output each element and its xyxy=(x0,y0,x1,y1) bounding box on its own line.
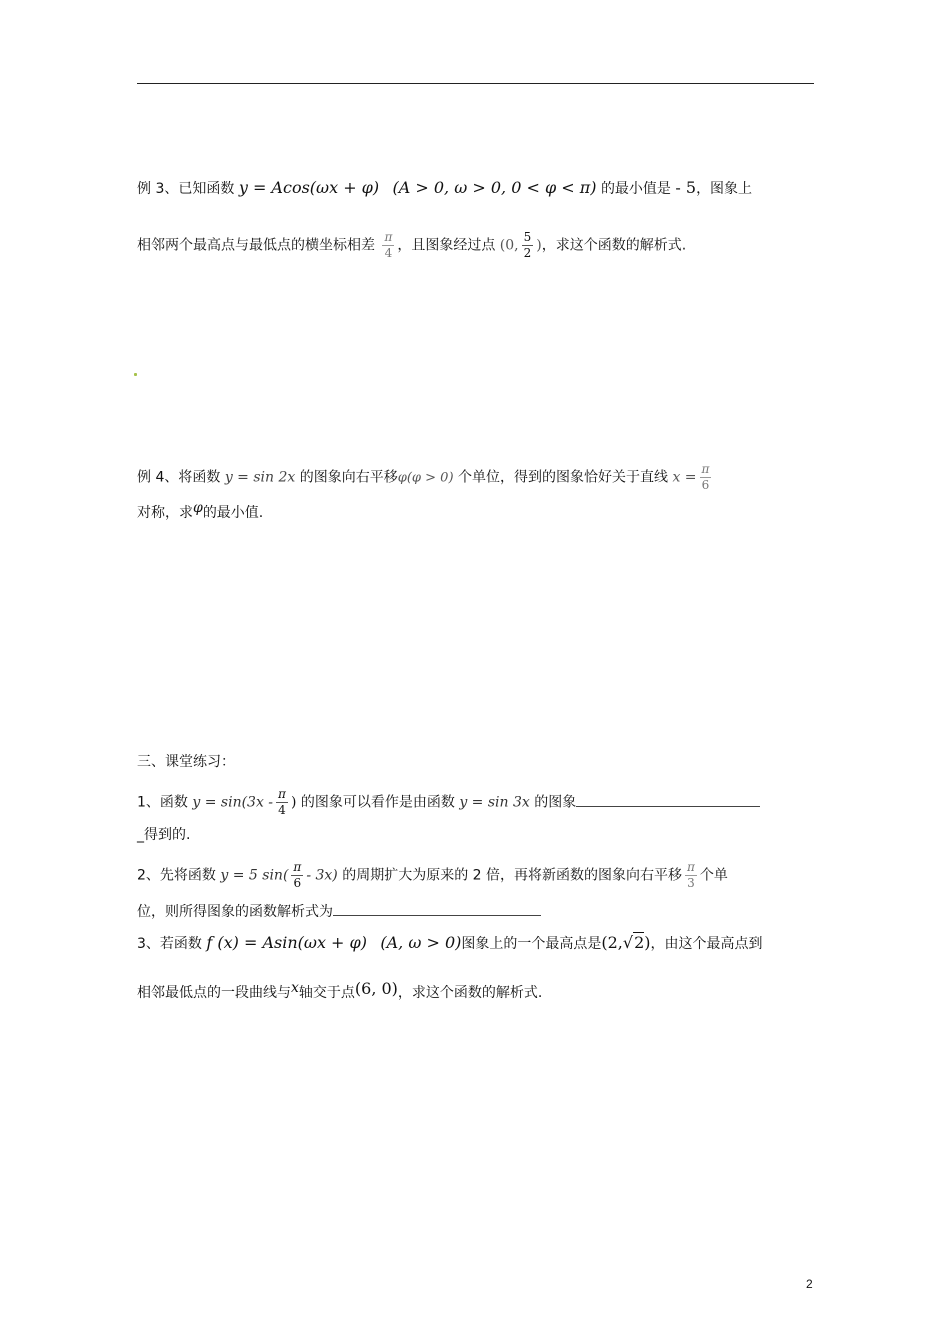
page-number: 2 xyxy=(806,1277,813,1291)
example4-text4: 的最小值. xyxy=(202,505,264,521)
example3-text2: 相邻两个最高点与最低点的横坐标相差 xyxy=(137,237,375,254)
fraction-denominator: 3 xyxy=(687,876,695,890)
q3-condition: (A, ω > 0) xyxy=(380,933,462,952)
example3-line1 xyxy=(137,178,752,199)
sqrt-radicand: 2 xyxy=(634,933,645,952)
practice-q3-line2 xyxy=(137,979,543,1003)
example4-function: y = sin 2x xyxy=(224,469,296,486)
q1-function2: y = sin 3x xyxy=(459,794,530,811)
q1-function-close: ) xyxy=(290,794,297,811)
example4-line2 xyxy=(137,500,264,523)
fraction-numerator: π xyxy=(278,787,286,801)
practice-heading: 三、课堂练习： xyxy=(137,754,235,770)
fraction-numerator: π xyxy=(384,230,393,244)
example4-text: 的图象向右平移 xyxy=(299,469,398,486)
fraction-denominator: 4 xyxy=(278,803,286,817)
q3-text: 图象上的一个最高点是 xyxy=(461,936,602,952)
q3-point: (2, xyxy=(601,933,623,952)
phi-symbol: φ xyxy=(193,500,203,516)
q2-function-close: - 3x) xyxy=(306,867,338,884)
q1-label: 1、函数 xyxy=(137,794,188,811)
q2-text2: 位，则所得图象的函数解析式为 xyxy=(137,904,333,920)
fraction-pi-over-6 xyxy=(291,860,303,891)
practice-q3-line1 xyxy=(137,933,763,954)
q3-label: 3、若函数 xyxy=(137,936,202,952)
q2-answer-blank[interactable] xyxy=(333,901,541,916)
q2-label: 2、先将函数 xyxy=(137,867,216,884)
example3-text4: ，求这个函数的解析式. xyxy=(541,237,687,254)
q3-point-close: ) xyxy=(644,933,651,952)
fraction-numerator: π xyxy=(687,860,695,874)
example3-minvalue: - 5 xyxy=(675,178,697,197)
q2-text-end: 个单 xyxy=(699,867,728,884)
example3-condition: (A > 0, ω > 0, 0 < φ < π) xyxy=(392,178,597,197)
example3-text3: ，且图象经过点 xyxy=(397,237,496,254)
fraction-5-over-2 xyxy=(522,230,534,261)
example3-label: 例 3、已知函数 xyxy=(137,181,235,197)
fraction-pi-over-4 xyxy=(382,230,394,261)
example3-text-end: ，图象上 xyxy=(696,181,753,197)
example4-label: 例 4、将函数 xyxy=(137,469,221,486)
q3-function: f (x) = Asin(ωx + φ) xyxy=(206,933,367,952)
q1-answer-blank[interactable] xyxy=(576,792,760,807)
header-rule xyxy=(137,83,814,84)
fraction-pi-over-6 xyxy=(700,462,712,493)
q1-text-end: 的图象 xyxy=(534,794,577,811)
q3-text4: 轴交于点 xyxy=(298,985,355,1001)
q2-function: y = 5 sin( xyxy=(220,867,289,884)
example3-line2 xyxy=(137,230,686,261)
example4-line1 xyxy=(137,462,714,493)
practice-q1-line2: _得到的. xyxy=(137,827,191,843)
fraction-denominator: 2 xyxy=(523,246,532,260)
point-open: (0, xyxy=(499,237,519,254)
practice-q1-line1 xyxy=(137,787,760,818)
q3-text5: ，求这个函数的解析式. xyxy=(397,985,543,1001)
q2-text: 的周期扩大为原来的 2 倍，再将新函数的图象向右平移 xyxy=(342,867,683,884)
fraction-pi-over-4 xyxy=(276,787,288,818)
practice-q2-line1 xyxy=(137,860,728,891)
example3-text: 的最小值是 xyxy=(600,181,671,197)
fraction-numerator: π xyxy=(701,462,710,476)
point-close: ) xyxy=(536,237,542,254)
q1-text: 的图象可以看作是由函数 xyxy=(300,794,455,811)
fraction-denominator: 4 xyxy=(384,246,393,260)
fraction-pi-over-3 xyxy=(685,860,697,891)
q3-text3: 相邻最低点的一段曲线与 xyxy=(137,985,291,1001)
example3-function: y = Acos(ωx + φ) xyxy=(238,178,380,197)
q1-function: y = sin(3x - xyxy=(192,794,274,811)
sqrt-symbol: √2 xyxy=(622,933,645,952)
example4-text2: 个单位，得到的图象恰好关于直线 xyxy=(457,469,668,486)
stray-mark xyxy=(134,373,137,376)
example4-line-eq: x = xyxy=(672,469,697,486)
fraction-denominator: 6 xyxy=(701,478,710,492)
fraction-denominator: 6 xyxy=(293,876,302,890)
practice-q2-line2 xyxy=(137,901,541,922)
fraction-numerator: 5 xyxy=(523,230,532,244)
q3-point2: (6, 0) xyxy=(354,979,398,998)
fraction-numerator: π xyxy=(293,860,302,874)
example4-shift: φ(φ > 0) xyxy=(397,470,454,486)
x-symbol: x xyxy=(291,980,299,996)
q3-text2: ，由这个最高点到 xyxy=(650,936,763,952)
example4-text3: 对称，求 xyxy=(137,505,193,521)
